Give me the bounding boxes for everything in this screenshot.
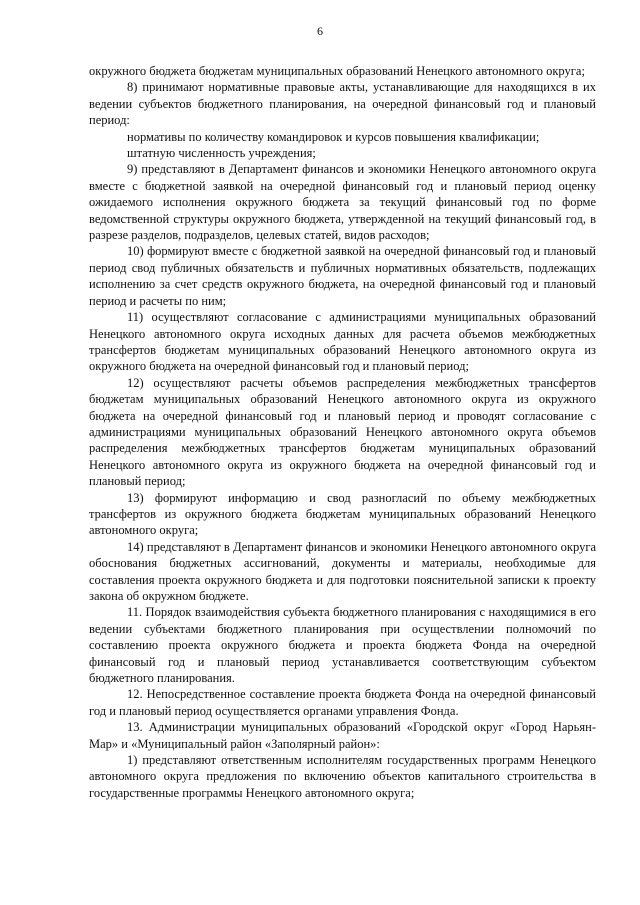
paragraph-section-13: 13. Администрации муниципальных образований «Городской округ «Город Нарьян-Мар» и «Муниципальный район «Заполярный район»: xyxy=(89,720,596,751)
page-number: 6 xyxy=(317,24,323,38)
paragraph-item-9: 9) представляют в Департамент финансов и экономики Ненецкого автономного округа вместе с бюджетной заявкой на очередной финансовый год и плановый период оценку ожидаемого исполнения окружного бюджета за текущий финансовый год по форме ведомственной структуры окружного бюджета, утвержденной на текущий финансовый год, в разрезе разделов, подразделов, целевых статей, видов расходов; xyxy=(89,162,596,243)
paragraph-section-13-item-1: 1) представляют ответственным исполнителям государственных программ Ненецкого автономного округа предложения по включению объектов капитального строительства в государственные программы Ненецкого автономного округа; xyxy=(89,753,596,800)
paragraph-item-14: 14) представляют в Департамент финансов и экономики Ненецкого автономного округа обоснования бюджетных ассигнований, документы и материалы, необходимые для составления проекта окружного бюджета и для подготовки пояснительной записки к проекту закона об окружном бюджете. xyxy=(89,539,596,603)
paragraph-item-12: 12) осуществляют расчеты объемов распределения межбюджетных трансфертов бюджетам муниципальных образований Ненецкого автономного округа из окружного бюджета на очередной финансовый год и плановый период и проводят согласование с администрациями муниципальных образований Ненецкого автономного округа объемов распределения межбюджетных трансфертов бюджетам муниципальных образований Ненецкого автономного округа из окружного бюджета на очередной финансовый год и плановый период; xyxy=(89,375,596,489)
paragraph-item-8: 8) принимают нормативные правовые акты, устанавливающие для находящихся в их ведении субъектов бюджетного планирования, на очередной финансовый год и плановый период: xyxy=(89,80,596,128)
paragraph-section-12: 12. Непосредственное составление проекта бюджета Фонда на очередной финансовый год и плановый период осуществляется органами управления Фонда. xyxy=(89,687,596,718)
document-body xyxy=(89,63,596,801)
paragraph-continuation: окружного бюджета бюджетам муниципальных образований Ненецкого автономного округа; xyxy=(89,64,585,78)
paragraph-section-11: 11. Порядок взаимодействия субъекта бюджетного планирования с находящимися в его ведении субъектами бюджетного планирования при осуществлении полномочий по составлению проекта окружного бюджета и проекта бюджета Фонда на очередной финансовый год и плановый период устанавливается соответствующим субъектом бюджетного планирования. xyxy=(89,605,596,686)
paragraph-item-13: 13) формируют информацию и свод разногласий по объему межбюджетных трансфертов из окружного бюджета бюджетам муниципальных образований Ненецкого автономного округа; xyxy=(89,490,596,538)
paragraph-norms-trips: нормативы по количеству командировок и курсов повышения квалификации; xyxy=(127,129,540,144)
paragraph-item-10: 10) формируют вместе с бюджетной заявкой на очередной финансовый год и плановый период свод публичных обязательств и публичных нормативных обязательств, подлежащих исполнению за счет средств окружного бюджета, на очередной финансовый год и плановый период и расчеты по ним; xyxy=(89,244,596,308)
paragraph-staff-count: штатную численность учреждения; xyxy=(127,146,316,161)
paragraph-item-11: 11) осуществляют согласование с администрациями муниципальных образований Ненецкого автономного округа исходных данных для расчета объемов межбюджетных трансфертов бюджетам муниципальных образований Ненецкого автономного округа из окружного бюджета на очередной финансовый год и плановый период; xyxy=(89,310,596,374)
